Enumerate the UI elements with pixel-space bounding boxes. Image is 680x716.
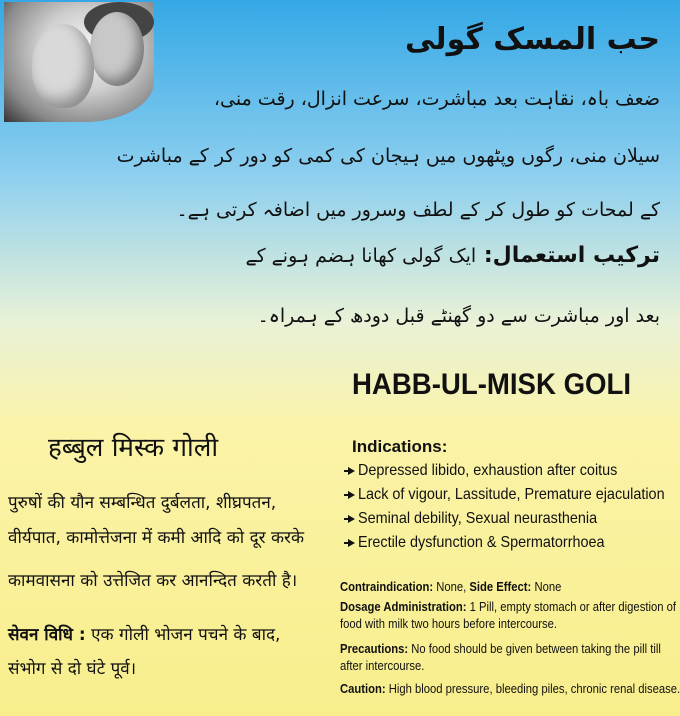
arrow-right-icon: [348, 491, 355, 499]
precautions-line: [340, 642, 661, 656]
side-effect-label: Side Effect:: [469, 580, 532, 594]
hindi-line-2: वीर्यपात, कामोत्तेजना में कमी आदि को दूर करके: [8, 528, 305, 548]
side-effect-text: None: [534, 580, 562, 594]
indication-item: [340, 507, 680, 531]
indication-text: Depressed libido, exhaustion after coitus: [358, 462, 618, 479]
precautions-label: Precautions:: [340, 642, 409, 656]
contraindication-label: Contraindication:: [340, 580, 434, 594]
indication-text: Seminal debility, Sexual neurasthenia: [358, 510, 598, 527]
dosage-text: 1 Pill, empty stomach or after digestion of: [469, 600, 676, 614]
precautions-text: No food should be given between taking the pill till: [411, 642, 661, 656]
urdu-usage-text: ایک گولی کھانا ہضم ہونے کے: [245, 245, 477, 267]
urdu-usage-line-2: بعد اور مباشرت سے دو گھنٹے قبل دودھ کے ہمراہ۔: [257, 305, 660, 327]
urdu-usage-label: ترکیب استعمال:: [483, 243, 660, 268]
indication-text: Lack of vigour, Lassitude, Premature ejaculation: [358, 486, 665, 503]
urdu-line-3: کے لمحات کو طول کر کے لطف وسرور میں اضافہ کرتی ہے۔: [176, 199, 660, 221]
indication-item: [340, 459, 680, 483]
couple-photo: [4, 2, 154, 122]
caution-line: [340, 682, 680, 696]
hindi-usage: [8, 622, 280, 645]
dosage-line-2: food with milk two hours before intercourse.: [340, 617, 557, 631]
urdu-line-2: سیلان منی، رگوں وپٹھوں میں ہیجان کی کمی کو دور کر کے مباشرت: [116, 145, 660, 167]
hindi-title: हब्बुल मिस्क गोली: [48, 433, 219, 463]
hindi-usage-label: सेवन विधि :: [8, 625, 86, 645]
hindi-usage-line-2: संभोग से दो घंटे पूर्व।: [8, 659, 137, 679]
hindi-usage-text: एक गोली भोजन पचने के बाद,: [91, 625, 281, 645]
indication-item: [340, 531, 680, 555]
contraindication-text: None,: [436, 580, 467, 594]
product-headline: HABB-UL-MISK GOLI: [352, 368, 632, 401]
hindi-line-1: पुरुषों की यौन सम्बन्धित दुर्बलता, शीघ्रपतन,: [8, 493, 277, 513]
arrow-right-icon: [348, 515, 355, 523]
indication-text: Erectile dysfunction & Spermatorrhoea: [358, 534, 605, 551]
woman-face: [90, 12, 144, 86]
indications-title: Indications:: [352, 437, 448, 456]
caution-label: Caution:: [340, 682, 386, 696]
urdu-usage: [245, 243, 660, 268]
arrow-right-icon: [348, 539, 355, 547]
contraindication-line: [340, 580, 561, 594]
dosage-line: [340, 600, 676, 614]
indications-list: [340, 459, 680, 555]
arrow-right-icon: [348, 467, 355, 475]
dosage-label: Dosage Administration:: [340, 600, 467, 614]
urdu-title: حب المسک گولی: [404, 22, 660, 57]
caution-text: High blood pressure, bleeding piles, chronic renal disease.: [388, 682, 680, 696]
urdu-line-1: ضعف باہ، نقاہت بعد مباشرت، سرعت انزال، رقت منی،: [213, 88, 660, 110]
man-face: [32, 24, 94, 108]
precautions-line-2: after intercourse.: [340, 659, 425, 673]
hindi-line-3: कामवासना को उत्तेजित कर आनन्दित करती है।: [8, 571, 298, 591]
indication-item: [340, 483, 680, 507]
